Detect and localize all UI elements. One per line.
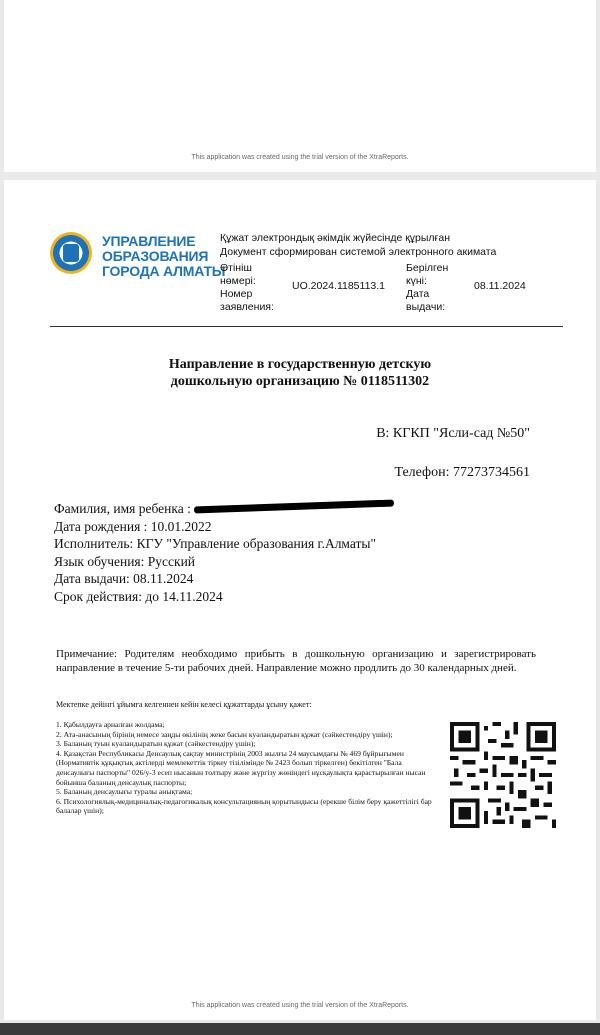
previous-page [4, 0, 596, 172]
bottom-bar [0, 1023, 600, 1035]
number-label-kz: Өтініш нөмері: [220, 262, 256, 287]
logo-text-line: УПРАВЛЕНИЕ [102, 233, 196, 249]
number-label-ru: Номер заявления: [220, 288, 274, 313]
child-name-row [54, 500, 394, 518]
date-label-kz: Берілген күні: [406, 262, 449, 287]
trial-notice: This application was created using the trial version of the XtraReports. [191, 154, 409, 161]
document-title [4, 356, 596, 390]
list-item: 5. Баланың денсаулығы туралы анықтама; [56, 787, 193, 797]
header-divider [50, 326, 563, 327]
logo-text-line: ГОРОДА АЛМАТЫ [102, 263, 226, 279]
docs-heading: Мектепке дейінгі ұйымға келгеннен кейін келесі құжаттарды ұсыну қажет: [56, 700, 312, 709]
birth-date: Дата рождения : 10.01.2022 [54, 518, 212, 534]
logo-text [102, 234, 225, 279]
emblem-logo-icon [50, 232, 92, 274]
title-line: дошкольную организацию № 0118511302 [170, 374, 430, 389]
recipient: В: КГКП "Ясли-сад №50" [376, 426, 530, 441]
list-item: 1. Қабылдауға арналған жолдама; [56, 720, 165, 729]
qr-code-icon [450, 722, 556, 828]
redacted-name [194, 501, 394, 513]
phone: Телефон: 77273734561 [394, 465, 530, 480]
trial-notice: This application was created using the trial version of the XtraReports. [191, 1002, 409, 1009]
issue-date-value: 08.11.2024 [474, 280, 526, 292]
application-number: UO.2024.1185113.1 [292, 280, 386, 292]
document-page [4, 180, 596, 1020]
child-info [54, 500, 394, 605]
list-item: 4. Қазақстан Республикасы Денсаулық сақтау министрінің 2003 жылғы 24 маусымдағы № 469 бұйрығымен (Нормативтік құқықтық актілерді мемлекеттік тіркеу тізілімінде № 2423 болып тіркелген) бекітілген "Бала денсаулығы паспорты" 026/у-3 есеп нысанын толтыру және жүргізу жөніндегі нұсқаулықта қарастырылған нысан бойынша баланың денсаулық паспорты; [56, 748, 426, 787]
header-line-ru: Документ сформирован системой электронного акимата [220, 246, 497, 258]
title-line: Направление в государственную детскую [168, 357, 432, 372]
list-item: 3. Баланың туын куәландыратын құжат (сәйкестендіру үшін); [56, 739, 256, 749]
child-name-label: Фамилия, имя ребенка : [54, 501, 195, 516]
header-line-kz: Құжат электрондық әкімдік жүйесінде құрылған [220, 232, 451, 244]
docs-list [56, 720, 436, 816]
logo-text-line: ОБРАЗОВАНИЯ [102, 248, 209, 264]
executor: Исполнитель: КГУ "Управление образования г.Алматы" [54, 536, 377, 551]
issue-date: Дата выдачи: 08.11.2024 [54, 571, 194, 586]
list-item: 6. Психологиялық-медициналық-педагогикалық консультацияның қорытындысы (ерекше білім беру қажеттілігі бар балалар үшін); [56, 796, 432, 816]
date-label-ru: Дата выдачи: [406, 288, 446, 313]
note: Примечание: Родителям необходимо прибыть в дошкольную организацию и зарегистрировать направление в течение 5-ти рабочих дней. Направление можно продлить до 30 календарных дней. [56, 648, 536, 674]
language: Язык обучения: Русский [54, 553, 196, 569]
valid-until: Срок действия: до 14.11.2024 [54, 588, 223, 604]
list-item: 2. Ата-анасының бірінің немесе заңды өкілінің жеке басын куәландыратын құжат (сәйкестендіру үшін); [56, 729, 393, 739]
